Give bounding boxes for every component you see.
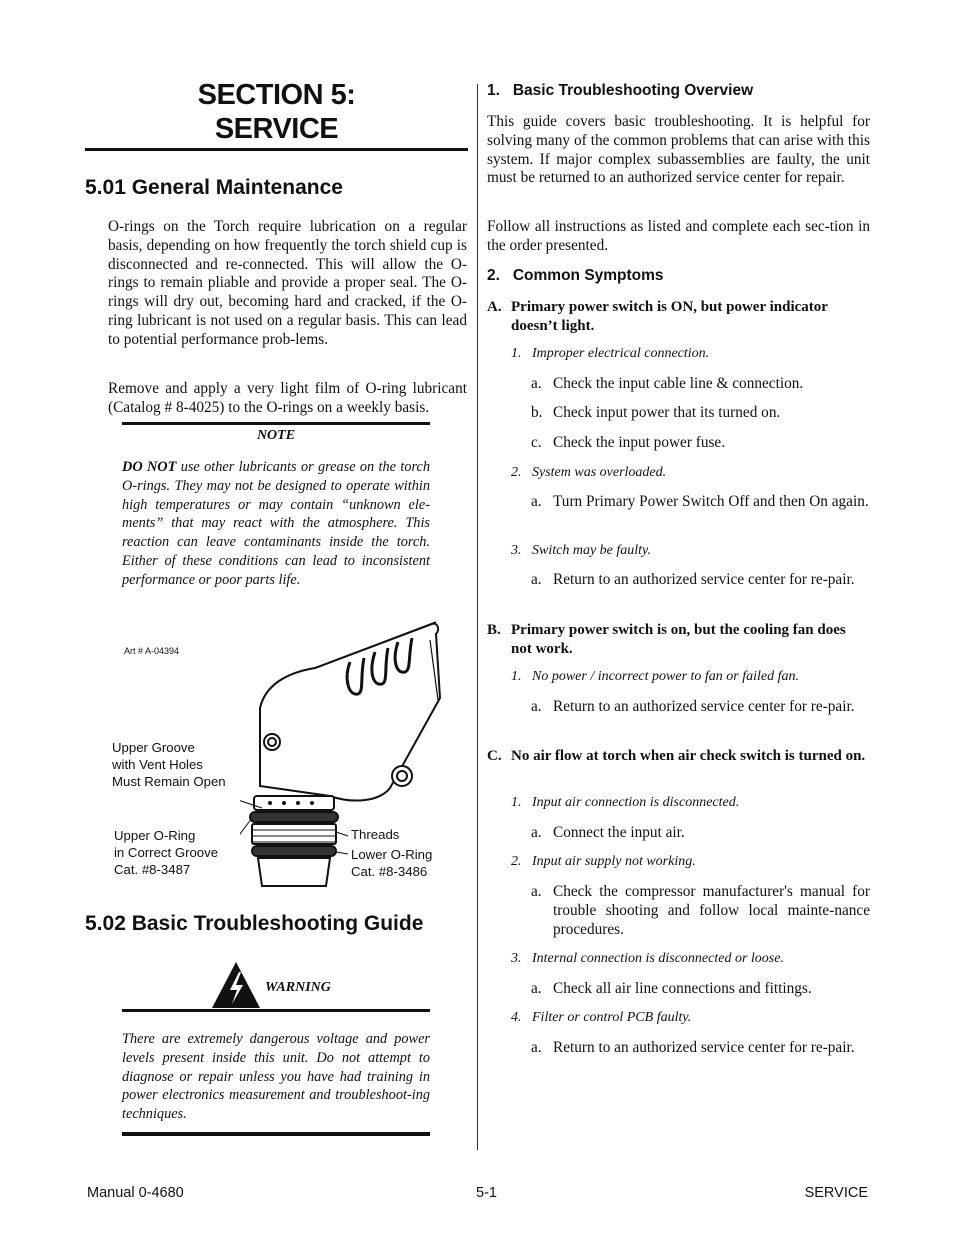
- symptom-b-letter: B.: [487, 622, 501, 638]
- footer-section-name: SERVICE: [804, 1185, 868, 1201]
- callout-upper-groove: Upper Groove with Vent Holes Must Remain Open: [112, 740, 226, 789]
- step-a1a-text: Check the input cable line & connection.: [553, 375, 804, 392]
- overview-paragraph-2: Follow all instructions as listed and complete each sec-tion in the order presented.: [487, 218, 870, 254]
- step-a1c-text: Check the input power fuse.: [553, 434, 726, 451]
- step-c4a-letter: a.: [531, 1039, 542, 1056]
- symptom-b-text: Primary power switch is on, but the cooling fan does not work.: [511, 622, 846, 657]
- cause-c2: 2. Input air supply not working.: [511, 854, 696, 869]
- note-text: [122, 458, 430, 590]
- section-title: [85, 78, 468, 146]
- step-a1b-text: Check input power that its turned on.: [553, 404, 781, 421]
- step-a2a-letter: a.: [531, 493, 542, 510]
- symptom-a-text: Primary power switch is ON, but power indicator doesn’t light.: [511, 299, 828, 334]
- symptom-a-letter: A.: [487, 299, 502, 315]
- cause-a3: 3. Switch may be faulty.: [511, 543, 651, 558]
- step-c1a-letter: a.: [531, 824, 542, 841]
- column-divider: [477, 84, 478, 1150]
- step-a2a-text: Turn Primary Power Switch Off and then On again.: [553, 493, 869, 510]
- step-a3a-letter: a.: [531, 571, 542, 588]
- step-a1a-letter: a.: [531, 375, 542, 392]
- callout-threads: Threads: [351, 827, 400, 842]
- heading-overview: 1. Basic Troubleshooting Overview: [487, 82, 754, 99]
- cause-a2: 2. System was overloaded.: [511, 465, 667, 480]
- step-c3a-letter: a.: [531, 980, 542, 997]
- art-number: Art # A-04394: [124, 646, 180, 656]
- warning-bottom-rule: [122, 1132, 430, 1136]
- cause-c1: 1. Input air connection is disconnected.: [511, 795, 740, 810]
- step-b1a-text: Return to an authorized service center for re-pair.: [553, 698, 855, 715]
- section-title-line1: SECTION 5:: [197, 79, 356, 111]
- callout-lower-oring: Lower O-Ring Cat. #8-3486: [351, 847, 433, 879]
- heading-troubleshooting-guide: 5.02 Basic Troubleshooting Guide: [85, 912, 424, 935]
- step-a1b-letter: b.: [531, 404, 543, 421]
- warning-top-rule: [122, 1009, 430, 1012]
- step-a3a-text: Return to an authorized service center for re-pair.: [553, 571, 855, 588]
- warning-text: There are extremely dangerous voltage and power levels present inside this unit. Do not attempt to diagnose or repair unless you have had training in power electronics measurement and troubleshoot-ing techniques.: [122, 1031, 430, 1123]
- step-c3a-text: Check all air line connections and fittings.: [553, 980, 812, 997]
- overview-paragraph-1: This guide covers basic troubleshooting. It is helpful for solving many of the common problems that can arise with this system. If major complex subassemblies are faulty, the unit must be returned to an authorized service center for repair.: [487, 113, 870, 187]
- step-c4a-text: Return to an authorized service center for re-pair.: [553, 1039, 855, 1056]
- heading-common-symptoms: 2. Common Symptoms: [487, 267, 664, 284]
- step-a1c-letter: c.: [531, 434, 542, 451]
- step-c1a-text: Connect the input air.: [553, 824, 685, 841]
- callout-upper-oring: Upper O-Ring in Correct Groove Cat. #8-3487: [114, 828, 219, 877]
- symptom-c-text: No air flow at torch when air check switch is turned on.: [511, 748, 866, 764]
- footer-page-number: 5-1: [476, 1185, 497, 1201]
- step-c2a-text: Check the compressor manufacturer's manual for trouble shooting and follow local mainte-nance procedures.: [553, 883, 870, 938]
- note-label: NOTE: [256, 428, 296, 443]
- warning-label: WARNING: [265, 980, 331, 995]
- footer-manual-number: Manual 0-4680: [87, 1185, 184, 1201]
- step-c2a-letter: a.: [531, 883, 542, 900]
- symptom-c-letter: C.: [487, 748, 502, 764]
- note-top-rule: [122, 422, 430, 425]
- cause-c4: 4. Filter or control PCB faulty.: [511, 1010, 692, 1025]
- cause-c3: 3. Internal connection is disconnected or loose.: [511, 951, 784, 966]
- lubricant-paragraph: Remove and apply a very light film of O-ring lubricant (Catalog # 8-4025) to the O-rings on a weekly basis.: [108, 380, 467, 416]
- step-b1a-letter: a.: [531, 698, 542, 715]
- heading-general-maintenance: 5.01 General Maintenance: [85, 176, 343, 199]
- note-body: use other lubricants or grease on the torch O-rings. They may not be designed to operate within high temperatures or may contain “unknown ele-ments” that may react with the atmosphere. This reaction can leave contaminants inside the torch. Either of these conditions can lead to inconsistent performance or poor parts life.: [122, 459, 430, 588]
- maintenance-paragraph: O-rings on the Torch require lubrication on a regular basis, depending on how frequently the torch shield cup is disconnected and re-connected. This will allow the O-rings to remain pliable and provide a proper seal. The O-rings will dry out, becoming hard and cracked, if the O-ring lubricant is not used on a regular basis. This can lead to potential performance prob-lems.: [108, 218, 467, 348]
- section-title-line2: SERVICE: [214, 113, 339, 145]
- cause-b1: 1. No power / incorrect power to fan or failed fan.: [511, 669, 800, 684]
- cause-a1: 1. Improper electrical connection.: [511, 346, 710, 361]
- note-emphasis: DO NOT: [122, 459, 177, 475]
- title-rule: [85, 148, 468, 151]
- warning-triangle-icon: [210, 960, 262, 1010]
